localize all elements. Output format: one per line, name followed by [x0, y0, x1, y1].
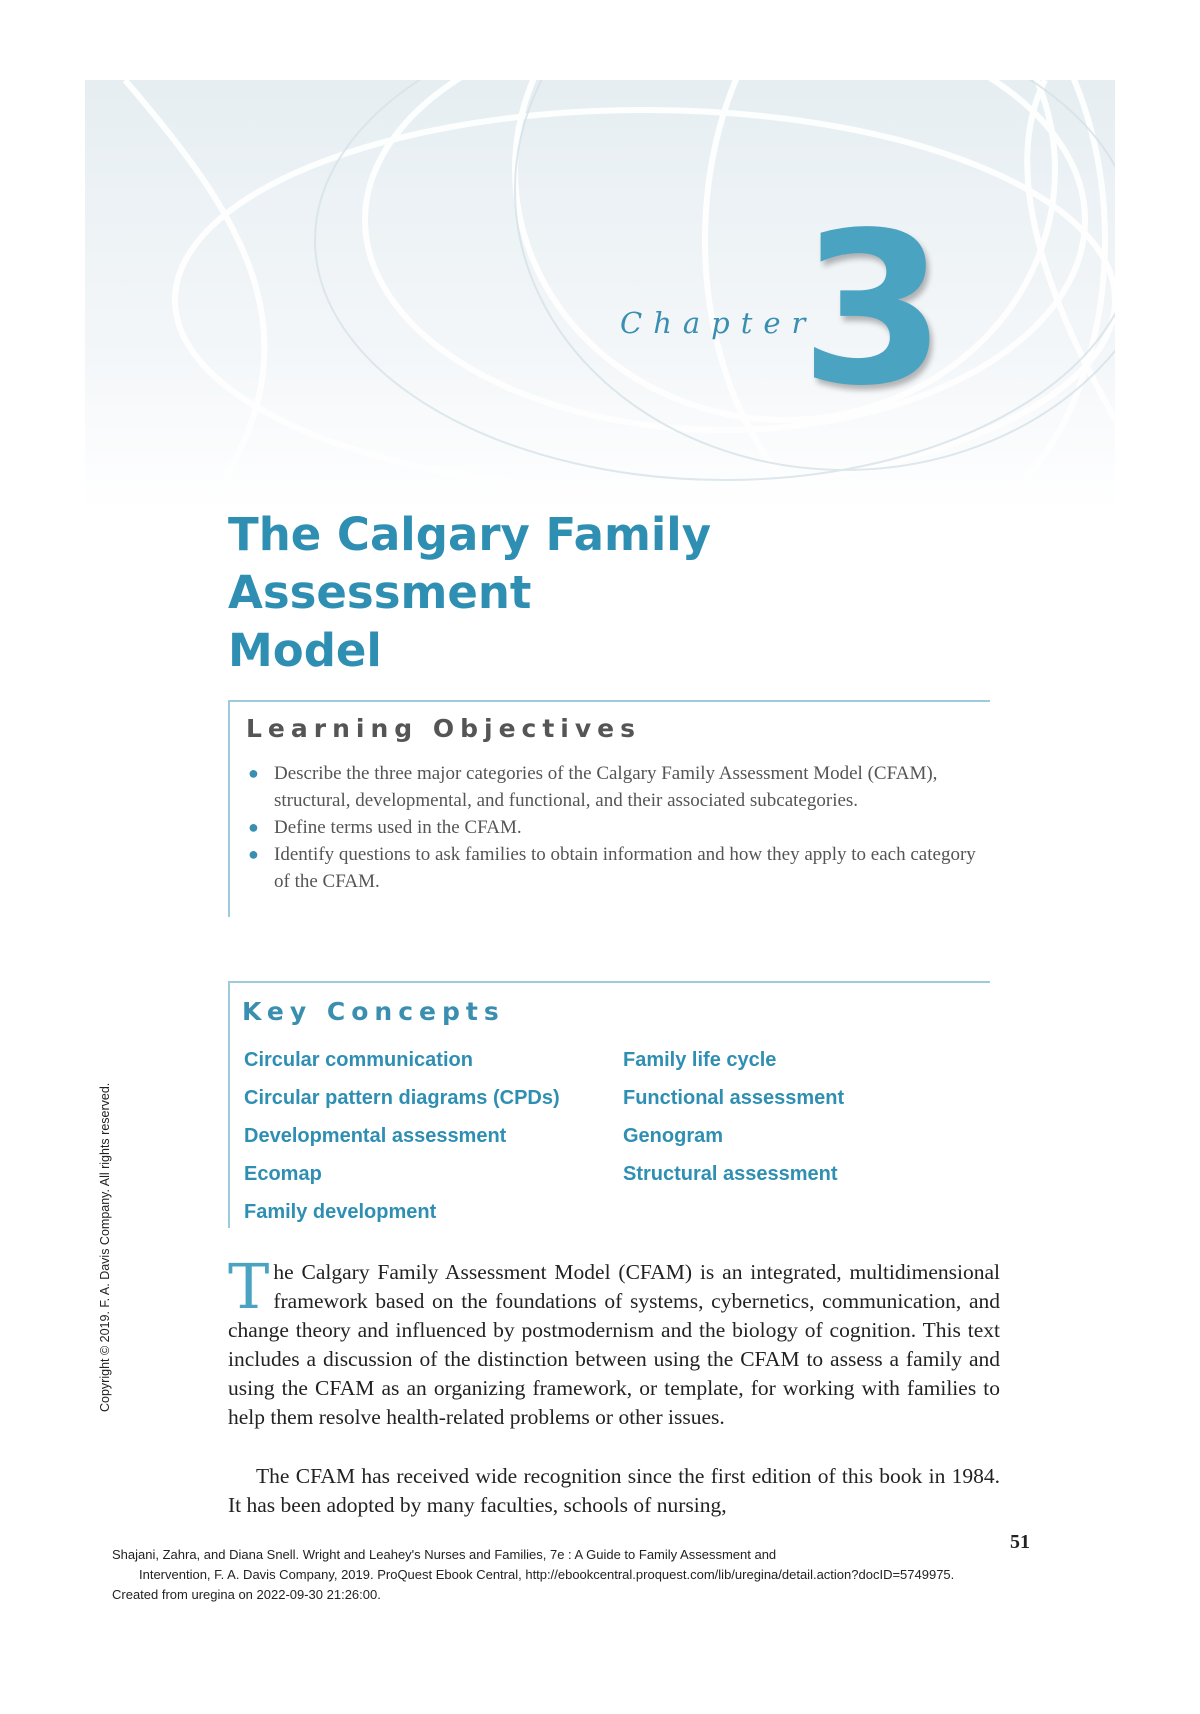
- paragraph-1-text: he Calgary Family Assessment Model (CFAM) is an integrated, multidimensional framework based on the foundations of systems, cybernetics, communication, and change theory and influenced by postmodernism and the biology of cognition. This text includes a discussion of the distinction between using the CFAM to assess a family and using the CFAM as an organizing framework, or template, for working with families to help them resolve health-related problems or other issues.: [228, 1260, 1000, 1429]
- key-concept-item: Circular pattern diagrams (CPDs): [244, 1087, 560, 1109]
- chapter-label: Chapter: [620, 306, 817, 340]
- key-concept-item: Family development: [244, 1201, 437, 1223]
- key-concept-item: Circular communication: [244, 1049, 473, 1071]
- chapter-number: 3: [800, 187, 947, 432]
- objective-item: ● Define terms used in the CFAM.: [244, 814, 984, 841]
- bullet-icon: ●: [248, 763, 259, 783]
- footer-line-3: Created from uregina on 2022-09-30 21:26:00.: [112, 1587, 381, 1602]
- bullet-icon: ●: [248, 844, 259, 864]
- key-concept-item: Functional assessment: [623, 1087, 845, 1109]
- header-decorative-arcs: [85, 80, 1115, 510]
- drop-cap: T: [228, 1250, 270, 1323]
- title-line-2: Model: [228, 624, 382, 677]
- citation-footer: [112, 1545, 954, 1605]
- page-number: 51: [1010, 1531, 1030, 1553]
- footer-line-2: Intervention, F. A. Davis Company, 2019. ProQuest Ebook Central, http://ebookcentral.proquest.com/lib/uregina/detail.action?docID=5749975.: [139, 1567, 955, 1582]
- chapter-title: [228, 506, 1028, 680]
- title-line-1: The Calgary Family Assessment: [228, 508, 712, 619]
- key-concepts-box: [228, 981, 990, 1228]
- objectives-list: [244, 760, 984, 895]
- objective-item: ● Describe the three major categories of the Calgary Family Assessment Model (CFAM), structural, developmental, and functional, and their associated subcategories.: [244, 760, 984, 814]
- bullet-icon: ●: [248, 817, 259, 837]
- footer-line-1: Shajani, Zahra, and Diana Snell. Wright and Leahey's Nurses and Families, 7e : A Guide to Family Assessment and: [112, 1547, 777, 1562]
- learning-objectives-heading: Learning Objectives: [246, 714, 641, 743]
- key-concept-item: Family life cycle: [623, 1049, 777, 1071]
- objective-item: ● Identify questions to ask families to obtain information and how they apply to each category of the CFAM.: [244, 841, 984, 895]
- side-copyright-notice: Copyright © 2019. F. A. Davis Company. All rights reserved.: [98, 1082, 112, 1412]
- body-paragraph-1: [228, 1250, 1000, 1432]
- key-concept-item: Developmental assessment: [244, 1125, 507, 1147]
- key-concept-item: Ecomap: [244, 1163, 322, 1185]
- key-concept-item: Genogram: [623, 1125, 724, 1147]
- body-paragraph-2: The CFAM has received wide recognition since the first edition of this book in 1984. It has been adopted by many faculties, schools of nursing,: [228, 1464, 1000, 1517]
- key-concepts-left-column: [244, 1041, 604, 1231]
- learning-objectives-box: [228, 700, 990, 917]
- key-concept-item: Structural assessment: [623, 1163, 838, 1185]
- key-concepts-right-column: [623, 1041, 983, 1193]
- key-concepts-heading: Key Concepts: [242, 997, 505, 1026]
